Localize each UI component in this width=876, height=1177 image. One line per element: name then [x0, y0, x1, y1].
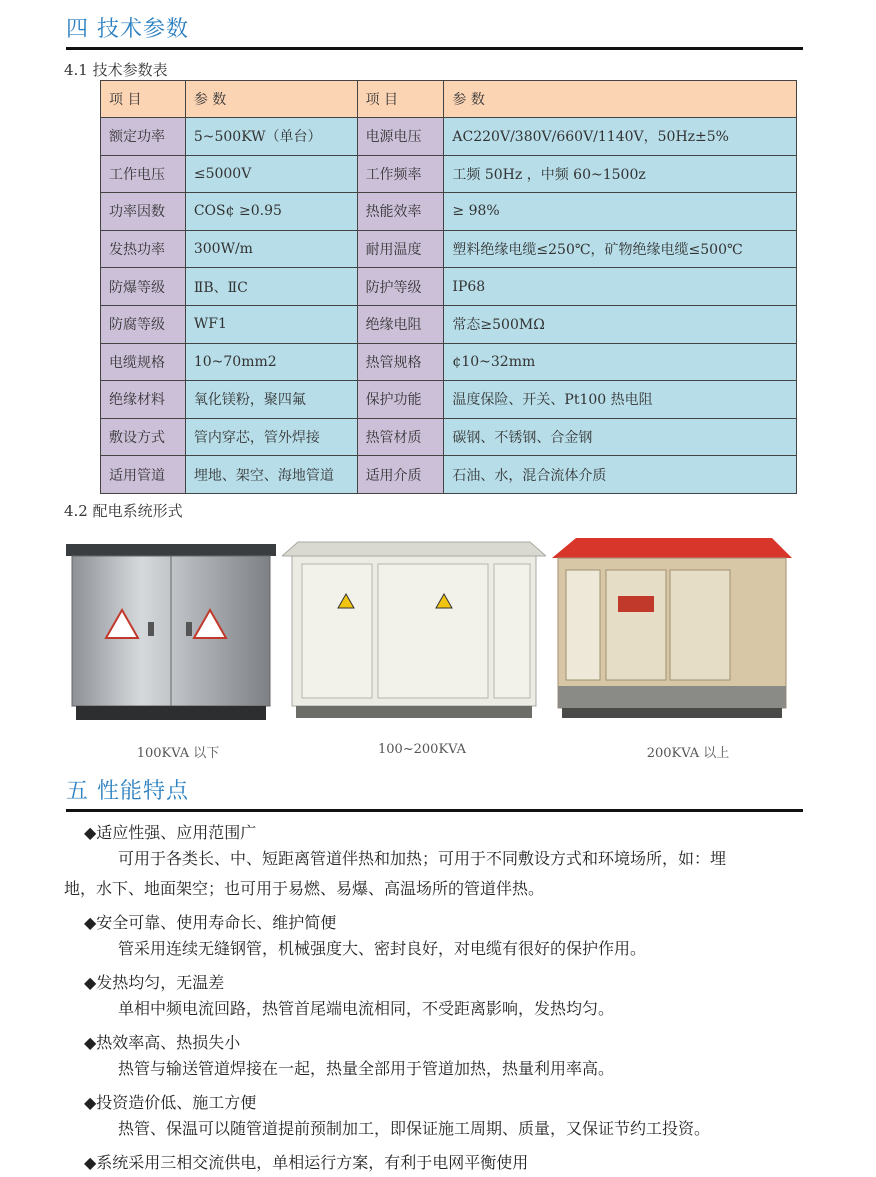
header-cell: 项 目 — [101, 81, 186, 118]
beige-cabinet-image — [282, 538, 546, 722]
param-value: 埋地、架空、海地管道 — [185, 456, 357, 494]
param-name: 电源电压 — [357, 118, 444, 156]
param-value: IP68 — [444, 268, 797, 306]
param-value: ≥ 98% — [444, 193, 797, 231]
param-name: 防腐等级 — [101, 305, 186, 343]
cabinet-caption-2: 100~200KVA — [377, 742, 467, 757]
feature-body: 可用于各类长、中、短距离管道伴热和加热；可用于不同敷设方式和环境场所，如：埋 — [118, 849, 727, 868]
param-value: COS¢ ≥0.95 — [185, 193, 357, 231]
param-value: ⅡB、ⅡC — [185, 268, 357, 306]
param-name: 防护等级 — [357, 268, 444, 306]
param-value: 10~70mm2 — [185, 343, 357, 381]
feature-body: 管采用连续无缝钢管，机械强度大、密封良好，对电缆有很好的保护作用。 — [118, 939, 647, 958]
feature-heading: ◆投资造价低、施工方便 — [84, 1093, 257, 1112]
param-value: WF1 — [185, 305, 357, 343]
header-cell: 项 目 — [357, 81, 444, 118]
feature-body: 热管与输送管道焊接在一起，热量全部用于管道加热，热量利用率高。 — [118, 1059, 615, 1078]
param-value: ≤5000V — [185, 155, 357, 193]
feature-body: 热管、保温可以随管道提前预制加工，即保证施工周期、质量，又保证节约工投资。 — [118, 1119, 711, 1138]
table-row — [101, 343, 797, 381]
cabinet-caption-3: 200KVA 以上 — [646, 746, 730, 761]
technical-parameters-table — [100, 80, 797, 494]
section-4-title: 四 技术参数 — [66, 17, 189, 42]
param-value: 工频 50Hz ，中频 60~1500z — [444, 155, 797, 193]
section-4-divider — [66, 47, 803, 50]
param-value: 氧化镁粉，聚四氟 — [185, 381, 357, 419]
param-value: 石油、水，混合流体介质 — [444, 456, 797, 494]
feature-body: 单相中频电流回路，热管首尾端电流相同，不受距离影响，发热均匀。 — [118, 999, 615, 1018]
feature-body: 地，水下、地面架空；也可用于易燃、易爆、高温场所的管道伴热。 — [64, 879, 545, 898]
feature-heading: ◆安全可靠、使用寿命长、维护简便 — [84, 913, 337, 932]
param-name: 热能效率 — [357, 193, 444, 231]
feature-heading: ◆系统采用三相交流供电，单相运行方案，有利于电网平衡使用 — [84, 1153, 529, 1172]
param-name: 工作频率 — [357, 155, 444, 193]
stainless-cabinet-image — [66, 540, 276, 722]
param-name: 适用介质 — [357, 456, 444, 494]
table-row — [101, 230, 797, 268]
param-value: 管内穿芯，管外焊接 — [185, 418, 357, 456]
cabinet-caption-1: 100KVA 以下 — [136, 746, 220, 761]
param-name: 绝缘材料 — [101, 381, 186, 419]
param-value: 300W/m — [185, 230, 357, 268]
param-name: 敷设方式 — [101, 418, 186, 456]
section-5-divider — [66, 809, 803, 812]
distribution-caption: 4.2 配电系统形式 — [64, 502, 183, 520]
param-name: 适用管道 — [101, 456, 186, 494]
param-name: 热管规格 — [357, 343, 444, 381]
table-row — [101, 155, 797, 193]
header-cell: 参 数 — [444, 81, 797, 118]
param-value: ¢10~32mm — [444, 343, 797, 381]
table-row — [101, 193, 797, 231]
table-row — [101, 268, 797, 306]
param-name: 发热功率 — [101, 230, 186, 268]
param-value: 碳钢、不锈钢、合金钢 — [444, 418, 797, 456]
red-roof-cabinet-image — [552, 536, 792, 724]
table-row — [101, 381, 797, 419]
table-header-row — [101, 81, 797, 118]
feature-heading: ◆热效率高、热损失小 — [84, 1033, 241, 1052]
param-value: 温度保险、开关、Pt100 热电阻 — [444, 381, 797, 419]
param-name: 热管材质 — [357, 418, 444, 456]
table-row — [101, 305, 797, 343]
feature-heading: ◆发热均匀，无温差 — [84, 973, 225, 992]
table-row — [101, 118, 797, 156]
param-name: 绝缘电阻 — [357, 305, 444, 343]
section-5-title: 五 性能特点 — [66, 779, 189, 804]
param-name: 工作电压 — [101, 155, 186, 193]
param-name: 耐用温度 — [357, 230, 444, 268]
table-caption: 4.1 技术参数表 — [64, 61, 168, 79]
table-row — [101, 456, 797, 494]
param-name: 额定功率 — [101, 118, 186, 156]
param-value: 塑料绝缘电缆≤250℃，矿物绝缘电缆≤500℃ — [444, 230, 797, 268]
param-value: AC220V/380V/660V/1140V，50Hz±5% — [444, 118, 797, 156]
table-row — [101, 418, 797, 456]
header-cell: 参 数 — [185, 81, 357, 118]
feature-heading: ◆适应性强、应用范围广 — [84, 823, 257, 842]
param-name: 功率因数 — [101, 193, 186, 231]
param-name: 电缆规格 — [101, 343, 186, 381]
param-name: 防爆等级 — [101, 268, 186, 306]
param-value: 5~500KW（单台） — [185, 118, 357, 156]
param-name: 保护功能 — [357, 381, 444, 419]
param-value: 常态≥500MΩ — [444, 305, 797, 343]
